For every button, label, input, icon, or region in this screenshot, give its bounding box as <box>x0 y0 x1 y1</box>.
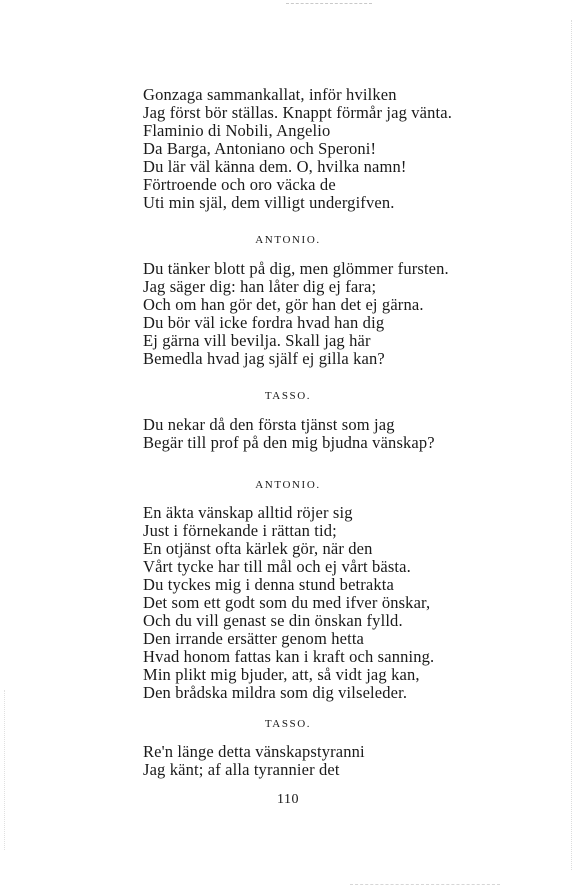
verse-line: Och om han gör det, gör han det ej gärna. <box>143 295 424 314</box>
verse-line: Och du vill genast se din önskan fylld. <box>143 611 403 630</box>
verse-line: Vårt tycke har till mål och ej vårt bästa. <box>143 557 411 576</box>
verse-line: Den irrande ersätter genom hetta <box>143 629 365 648</box>
verse-line: Förtroende och oro väcka de <box>143 175 336 194</box>
speaker-name: ANTONIO. <box>255 234 321 246</box>
verse-line: Begär till prof på den mig bjudna vänskap? <box>143 433 435 452</box>
page-number: 110 <box>277 792 299 807</box>
verse-block-4 <box>143 504 543 702</box>
verse-line: Min plikt mig bjuder, att, så vidt jag kan, <box>143 665 420 684</box>
verse-line: Du nekar då den första tjänst som jag <box>143 415 395 434</box>
verse-line: Du bör väl icke fordra hvad han dig <box>143 313 385 332</box>
verse-line: En otjänst ofta kärlek gör, när den <box>143 539 373 558</box>
verse-line: Uti min själ, dem villigt undergifven. <box>143 193 395 212</box>
speaker-name: TASSO. <box>264 718 312 730</box>
verse-block-5 <box>143 743 543 779</box>
verse-line: Du tyckes mig i denna stund betrakta <box>143 575 395 594</box>
verse-line: Hvad honom fattas kan i kraft och sanning. <box>143 647 435 666</box>
verse-line: Jag känt; af alla tyrannier det <box>143 760 340 779</box>
verse-line: Re'n länge detta vänskapstyranni <box>143 742 365 761</box>
verse-block-3 <box>143 416 543 452</box>
verse-line: Det som ett godt som du med ifver önskar, <box>143 593 431 612</box>
verse-line: Ej gärna vill bevilja. Skall jag här <box>143 331 371 350</box>
scan-bottom-rule <box>350 884 500 886</box>
verse-line: En äkta vänskap alltid röjer sig <box>143 503 353 522</box>
scan-left-edge <box>4 690 6 850</box>
scan-right-edge <box>571 20 573 870</box>
verse-block-2 <box>143 260 543 368</box>
speaker-name: ANTONIO. <box>255 479 321 491</box>
verse-line: Du tänker blott på dig, men glömmer fursten. <box>143 259 449 278</box>
verse-line: Gonzaga sammankallat, inför hvilken <box>143 85 397 104</box>
verse-line: Da Barga, Antoniano och Speroni! <box>143 139 377 158</box>
verse-line: Jag först bör ställas. Knappt förmår jag vänta. <box>143 103 453 122</box>
verse-line: Flaminio di Nobili, Angelio <box>143 121 331 140</box>
speaker-name: TASSO. <box>264 390 312 402</box>
verse-line: Jag säger dig: han låter dig ej fara; <box>143 277 377 296</box>
scan-top-rule <box>286 3 372 5</box>
verse-line: Just i förnekande i rättan tid; <box>143 521 337 540</box>
verse-line: Den brådska mildra som dig vilseleder. <box>143 683 408 702</box>
verse-line: Bemedla hvad jag själf ej gilla kan? <box>143 349 385 368</box>
verse-line: Du lär väl känna dem. O, hvilka namn! <box>143 157 407 176</box>
verse-block-1 <box>143 86 543 212</box>
